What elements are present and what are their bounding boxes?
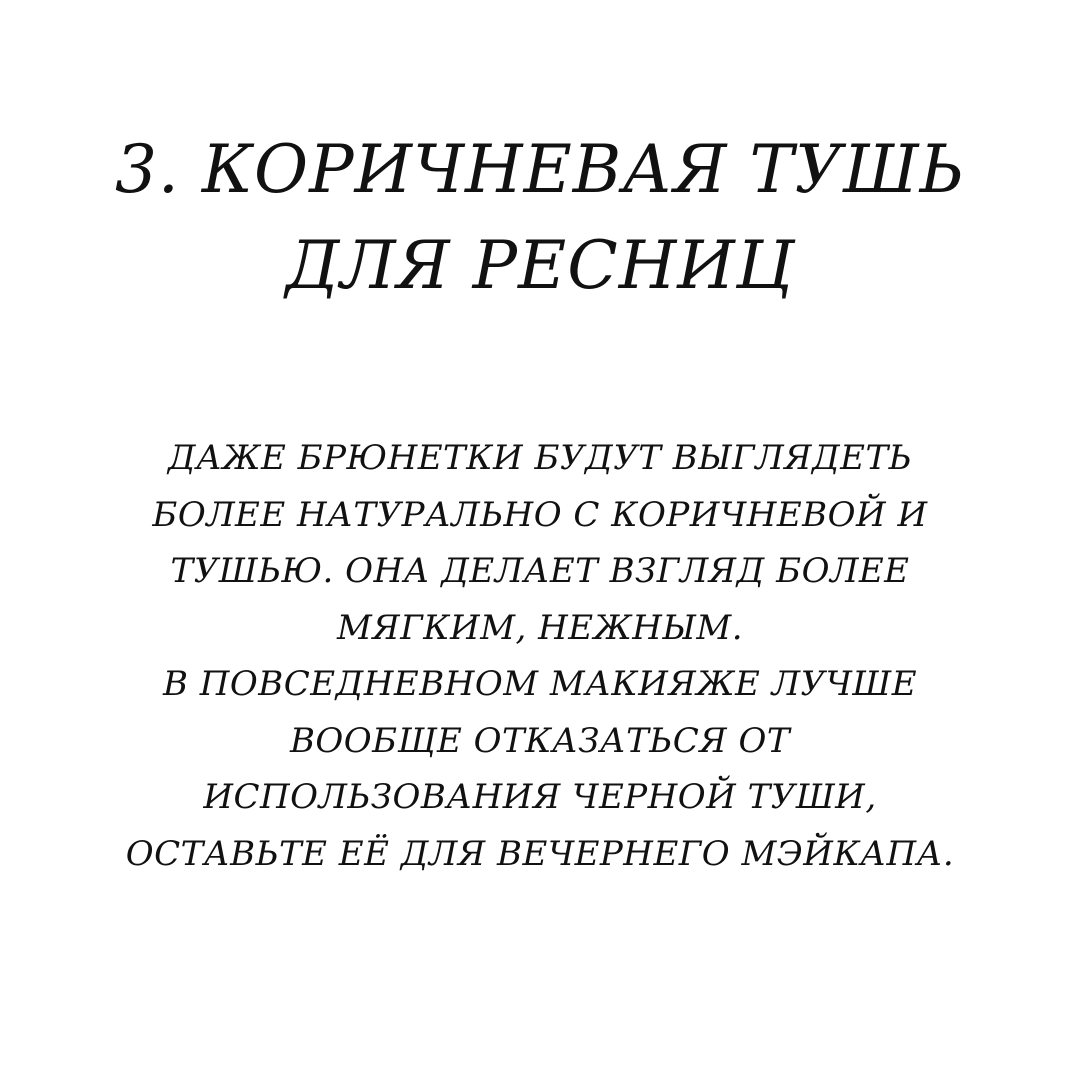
- body-line-3: ТУШЬЮ. ОНА ДЕЛАЕТ ВЗГЛЯД БОЛЕЕ: [170, 551, 910, 591]
- slide-body-text: [0, 430, 1080, 882]
- title-line-1: 3. КОРИЧНЕВАЯ ТУШЬ: [114, 131, 966, 208]
- body-line-7: ИСПОЛЬЗОВАНИЯ ЧЕРНОЙ ТУШИ,: [203, 777, 877, 817]
- title-line-2: ДЛЯ РЕСНИЦ: [285, 227, 795, 304]
- body-line-5: В ПОВСЕДНЕВНОМ МАКИЯЖЕ ЛУЧШЕ: [162, 664, 918, 704]
- body-line-1: ДАЖЕ БРЮНЕТКИ БУДУТ ВЫГЛЯДЕТЬ: [167, 438, 913, 478]
- body-line-6: ВООБЩЕ ОТКАЗАТЬСЯ ОТ: [289, 720, 791, 761]
- body-line-8: ОСТАВЬТЕ ЕЁ ДЛЯ ВЕЧЕРНЕГО МЭЙКАПА.: [125, 833, 955, 874]
- body-line-4: МЯГКИМ, НЕЖНЫМ.: [336, 607, 744, 648]
- body-line-2: БОЛЕЕ НАТУРАЛЬНО С КОРИЧНЕВОЙ И: [152, 494, 928, 535]
- slide-title: [0, 122, 1080, 314]
